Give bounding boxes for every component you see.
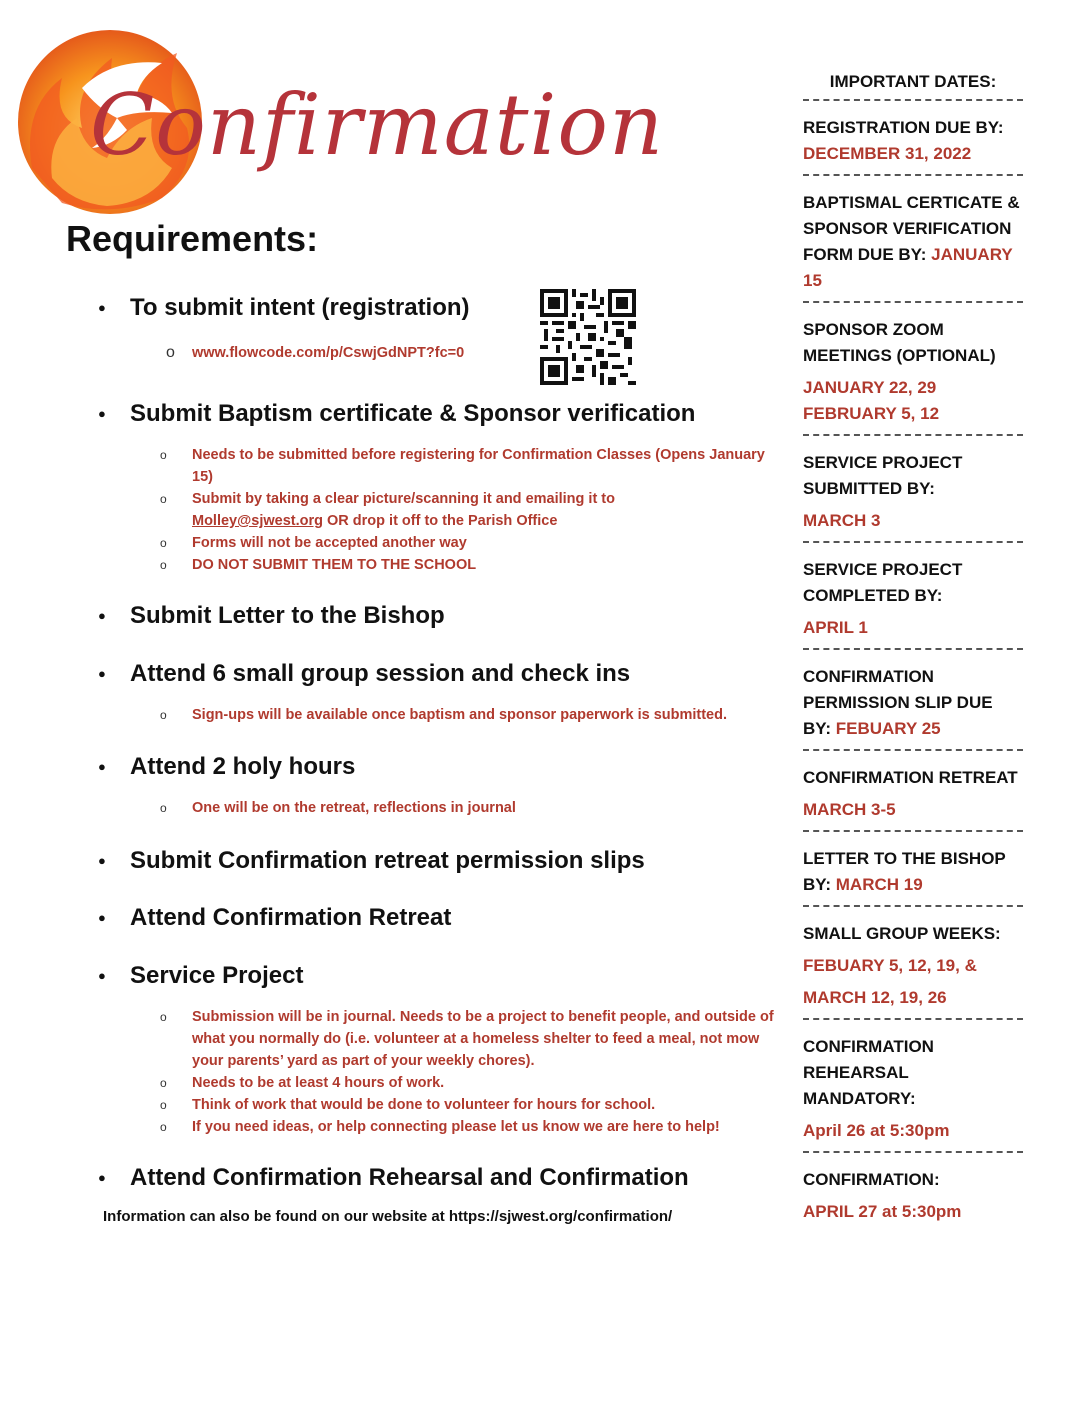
date-bishop-letter	[803, 846, 1023, 898]
requirement-item	[96, 902, 786, 934]
date-label: SERVICE PROJECT SUBMITTED BY:	[803, 453, 963, 498]
dates-title: IMPORTANT DATES:	[829, 72, 997, 91]
requirement-label: ● Attend Confirmation Rehearsal and Confirmation	[96, 1162, 786, 1194]
date-label: CONFIRMATION RETREAT	[803, 768, 1018, 787]
confirmation-logo	[12, 18, 665, 218]
date-value: MARCH 3	[803, 511, 881, 530]
sub-item-text: OR drop it off to the Parish Office	[322, 513, 558, 529]
date-value: MARCH 12, 19, 26	[803, 988, 947, 1007]
sub-item: o Submission will be in journal. Needs to be a project to benefit people, and outside of what you normally do (i.e. volunteer at a homeless shelter to feed a meal, not mow your parents’ yard as part of your weekly chores).	[96, 1006, 786, 1072]
date-value: JANUARY 22, 29	[803, 378, 937, 397]
divider	[803, 1151, 1023, 1153]
sub-item	[96, 488, 786, 532]
requirement-item	[96, 600, 786, 632]
date-retreat	[803, 765, 1023, 823]
requirement-label: ● To submit intent (registration)	[96, 292, 786, 324]
sub-item: o Needs to be submitted before registering for Confirmation Classes (Opens January 15)	[96, 444, 786, 488]
date-confirmation	[803, 1167, 1023, 1225]
date-label: CONFIRMATION PERMISSION SLIP DUE BY:	[803, 667, 993, 738]
date-label: SERVICE PROJECT COMPLETED BY:	[803, 560, 963, 605]
qr-code-icon[interactable]	[540, 289, 636, 385]
divider	[803, 830, 1023, 832]
requirement-label: ● Attend 6 small group session and check ins	[96, 658, 786, 690]
requirement-label: ● Submit Baptism certificate & Sponsor verification	[96, 398, 786, 430]
sub-item: o One will be on the retreat, reflections in journal	[96, 797, 786, 819]
date-value: JANUARY 15	[803, 245, 1013, 290]
date-value: FEBRUARY 5, 12	[803, 404, 940, 423]
divider	[803, 1018, 1023, 1020]
requirement-item	[96, 1162, 786, 1194]
requirement-item	[96, 398, 786, 576]
sub-item: o Forms will not be accepted another way	[96, 532, 786, 554]
date-rehearsal	[803, 1034, 1023, 1144]
date-service-submitted	[803, 450, 1023, 534]
date-sponsor-zoom	[803, 317, 1023, 427]
requirement-item	[96, 751, 786, 819]
date-value: APRIL 1	[803, 618, 868, 637]
requirement-item	[96, 845, 786, 877]
date-label: BAPTISMAL CERTICATE & SPONSOR VERIFICATION FORM DUE BY:	[803, 193, 1020, 264]
divider	[803, 99, 1023, 101]
date-value: FEBUARY 5, 12, 19, &	[803, 956, 977, 975]
requirement-label: ● Submit Confirmation retreat permission slips	[96, 845, 786, 877]
date-value: DECEMBER 31, 2022	[803, 144, 972, 163]
divider	[803, 301, 1023, 303]
email-link[interactable]: Molley@sjwest.org	[192, 513, 323, 529]
requirement-label: ● Attend Confirmation Retreat	[96, 902, 786, 934]
date-label: REGISTRATION DUE BY:	[803, 118, 1004, 137]
divider	[803, 905, 1023, 907]
date-label: CONFIRMATION:	[803, 1170, 940, 1189]
date-value: April 26 at 5:30pm	[803, 1121, 950, 1140]
important-dates	[803, 72, 1023, 1225]
date-label: CONFIRMATION REHEARSAL MANDATORY:	[803, 1037, 934, 1108]
registration-link[interactable]: o www.flowcode.com/p/CswjGdNPT?fc=0	[96, 342, 786, 364]
divider	[803, 434, 1023, 436]
date-registration	[803, 115, 1023, 167]
date-small-group	[803, 921, 1023, 1011]
requirement-item	[96, 292, 786, 364]
sub-item-text: Submit by taking a clear picture/scanning it and emailing it to	[192, 491, 615, 507]
date-value: MARCH 19	[835, 875, 923, 894]
requirement-item	[96, 960, 786, 1138]
divider	[803, 541, 1023, 543]
date-value: MARCH 3-5	[803, 800, 896, 819]
logo-wordmark: Confirmation	[90, 76, 665, 174]
sub-item: o Needs to be at least 4 hours of work.	[96, 1072, 786, 1094]
requirement-label: ● Attend 2 holy hours	[96, 751, 786, 783]
sub-item: o Sign-ups will be available once baptism and sponsor paperwork is submitted.	[96, 704, 786, 726]
date-permission-slip	[803, 664, 1023, 742]
footer-info: Information can also be found on our website at https://sjwest.org/confirmation/	[103, 1208, 673, 1225]
date-service-completed	[803, 557, 1023, 641]
divider	[803, 749, 1023, 751]
sub-item: o If you need ideas, or help connecting please let us know we are here to help!	[96, 1116, 786, 1138]
sub-item: o DO NOT SUBMIT THEM TO THE SCHOOL	[96, 554, 786, 576]
page-title: Requirements:	[66, 218, 319, 259]
date-label: SMALL GROUP WEEKS:	[803, 924, 1001, 943]
requirement-label: ● Submit Letter to the Bishop	[96, 600, 786, 632]
divider	[803, 648, 1023, 650]
date-label: SPONSOR ZOOM MEETINGS (OPTIONAL)	[803, 320, 996, 365]
date-label: LETTER TO THE BISHOP BY:	[803, 849, 1006, 894]
date-baptismal	[803, 190, 1023, 294]
sub-item: o Think of work that would be done to volunteer for hours for school.	[96, 1094, 786, 1116]
date-value: APRIL 27 at 5:30pm	[803, 1202, 962, 1221]
requirement-item	[96, 658, 786, 726]
divider	[803, 174, 1023, 176]
date-value: FEBUARY 25	[835, 719, 941, 738]
requirement-label: ● Service Project	[96, 960, 786, 992]
